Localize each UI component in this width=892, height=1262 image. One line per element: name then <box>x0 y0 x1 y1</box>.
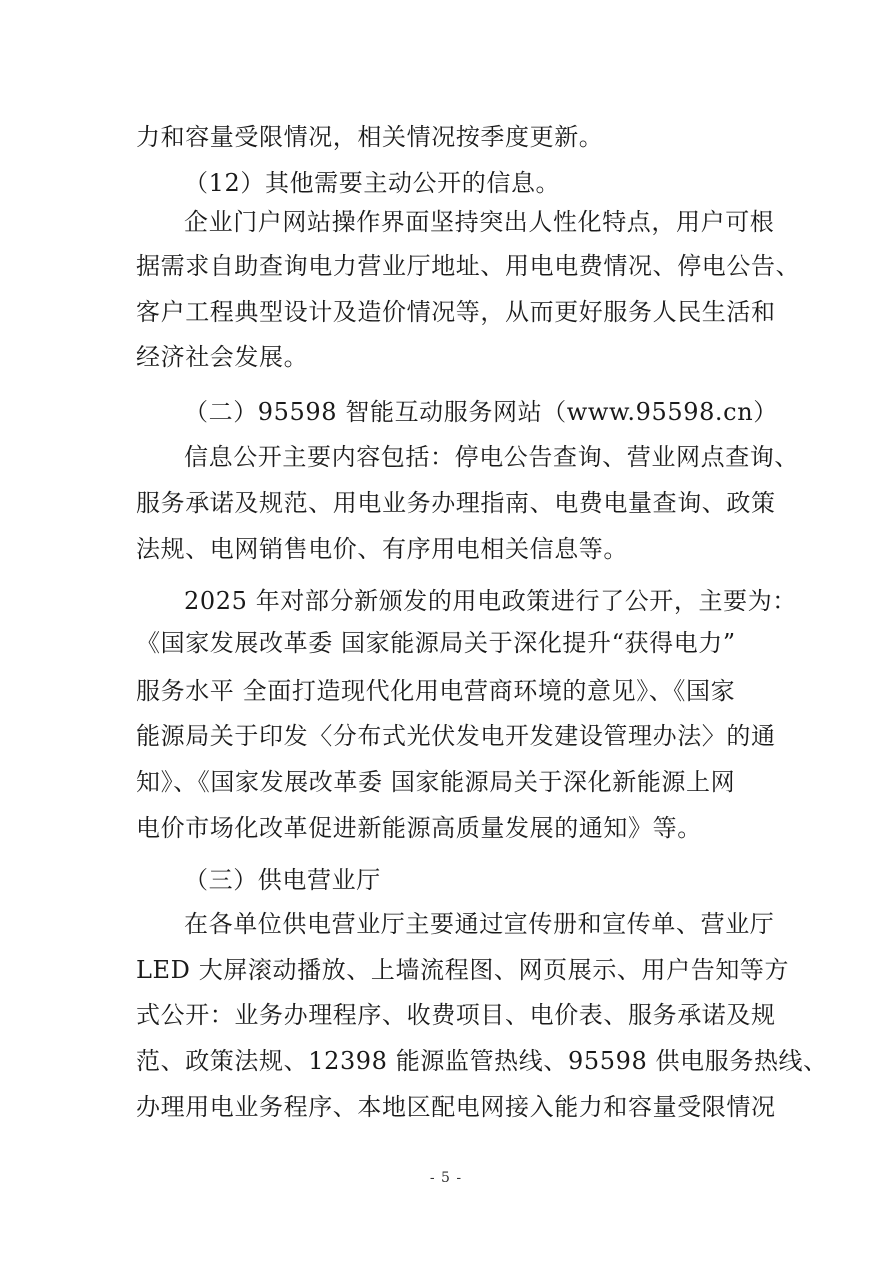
list-item-heading: （12）其他需要主动公开的信息。 <box>184 169 561 197</box>
body-text-line: 客户工程典型设计及造价情况等，从而更好服务人民生活和 <box>136 298 776 326</box>
body-text-line: 能源局关于印发〈分布式光伏发电开发建设管理办法〉的通 <box>136 722 776 750</box>
body-text-line: 据需求自助查询电力营业厅地址、用电电费情况、停电公告、 <box>136 252 801 280</box>
body-text-line: 法规、电网销售电价、有序用电相关信息等。 <box>136 535 628 563</box>
body-text-line: 企业门户网站操作界面坚持突出人性化特点，用户可根 <box>184 208 775 236</box>
body-text-line: 式公开：业务办理程序、收费项目、电价表、服务承诺及规 <box>136 1001 776 1029</box>
section-heading: （三）供电营业厅 <box>184 866 381 894</box>
body-text-line: 办理用电业务程序、本地区配电网接入能力和容量受限情况 <box>136 1093 776 1121</box>
section-heading: （二）95598 智能互动服务网站（www.95598.cn） <box>184 398 778 426</box>
body-text-line: 知》、《国家发展改革委 国家能源局关于深化新能源上网 <box>136 768 736 796</box>
body-text-line: 2025 年对部分新颁发的用电政策进行了公开，主要为： <box>184 587 797 615</box>
body-text-line: LED 大屏滚动播放、上墙流程图、网页展示、用户告知等方 <box>136 956 790 984</box>
body-text-line: 经济社会发展。 <box>136 343 309 371</box>
page-number: - 5 - <box>429 1170 463 1186</box>
body-text-line: 《国家发展改革委 国家能源局关于深化提升“获得电力” <box>136 629 736 657</box>
body-text-line: 范、政策法规、12398 能源监管热线、95598 供电服务热线、 <box>136 1047 828 1075</box>
body-text-line: 在各单位供电营业厅主要通过宣传册和宣传单、营业厅 <box>184 910 775 938</box>
body-text-line: 服务水平 全面打造现代化用电营商环境的意见》、《国家 <box>136 677 736 705</box>
body-text-line: 力和容量受限情况，相关情况按季度更新。 <box>136 123 604 151</box>
body-text-line: 服务承诺及规范、用电业务办理指南、电费电量查询、政策 <box>136 489 776 517</box>
body-text-line: 电价市场化改革促进新能源高质量发展的通知》等。 <box>136 814 702 842</box>
body-text-line: 信息公开主要内容包括：停电公告查询、营业网点查询、 <box>184 443 799 471</box>
